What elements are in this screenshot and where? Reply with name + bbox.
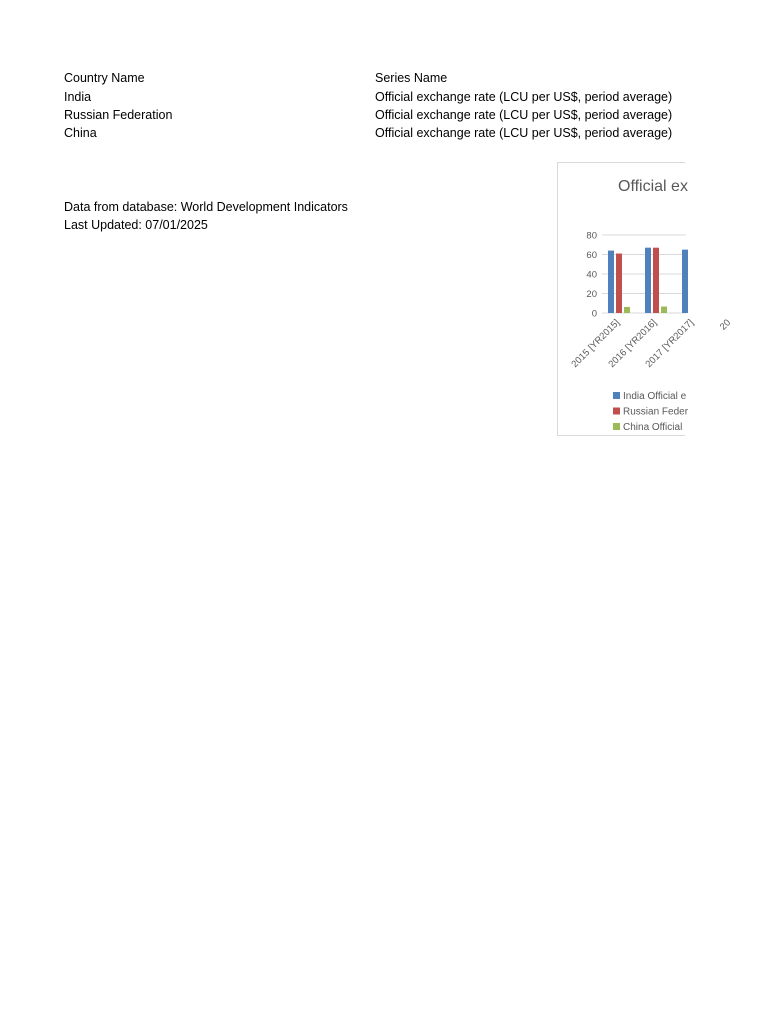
bar-series-0-cat-2[interactable] — [682, 250, 688, 313]
exchange-rate-chart[interactable] — [557, 162, 734, 436]
row-1-country: India — [64, 90, 92, 104]
legend-swatch-0 — [613, 392, 620, 399]
header-country-name: Country Name — [64, 71, 145, 85]
row-1-series: Official exchange rate (LCU per US$, period average) — [375, 90, 673, 104]
bar-series-2-cat-0[interactable] — [624, 307, 630, 313]
legend-swatch-2 — [613, 423, 620, 430]
legend-swatch-1 — [613, 408, 620, 415]
header-series-name: Series Name — [375, 71, 448, 85]
y-tick-label: 0 — [591, 308, 597, 320]
legend-label-0: India Official e — [623, 391, 687, 402]
chart-canvas — [558, 163, 734, 437]
x-tick-label: 2017 [YR2017] — [643, 317, 697, 370]
y-tick-label: 40 — [586, 269, 597, 281]
legend-label-2: China Official — [623, 422, 683, 433]
row-2-country: Russian Federation — [64, 108, 173, 122]
bar-series-2-cat-1[interactable] — [661, 307, 667, 313]
last-updated-note: Last Updated: 07/01/2025 — [64, 218, 208, 232]
bar-series-1-cat-0[interactable] — [616, 254, 622, 313]
bar-series-1-cat-1[interactable] — [653, 248, 659, 313]
y-tick-label: 80 — [586, 230, 597, 242]
row-3-country: China — [64, 126, 97, 140]
data-source-note: Data from database: World Development Indicators — [64, 200, 348, 214]
bar-series-0-cat-1[interactable] — [645, 248, 651, 313]
x-tick-label: 20 — [717, 317, 734, 333]
bar-series-0-cat-0[interactable] — [608, 251, 614, 313]
y-tick-label: 60 — [586, 250, 597, 261]
legend-label-1: Russian Feder — [623, 406, 689, 418]
x-tick-label: 2015 [YR2015] — [569, 317, 623, 370]
x-tick-label: 2016 [YR2016] — [606, 317, 660, 370]
y-tick-label: 20 — [586, 289, 597, 300]
row-3-series: Official exchange rate (LCU per US$, period average) — [375, 126, 673, 140]
row-2-series: Official exchange rate (LCU per US$, period average) — [375, 108, 673, 122]
chart-title: Official ex — [618, 178, 688, 195]
